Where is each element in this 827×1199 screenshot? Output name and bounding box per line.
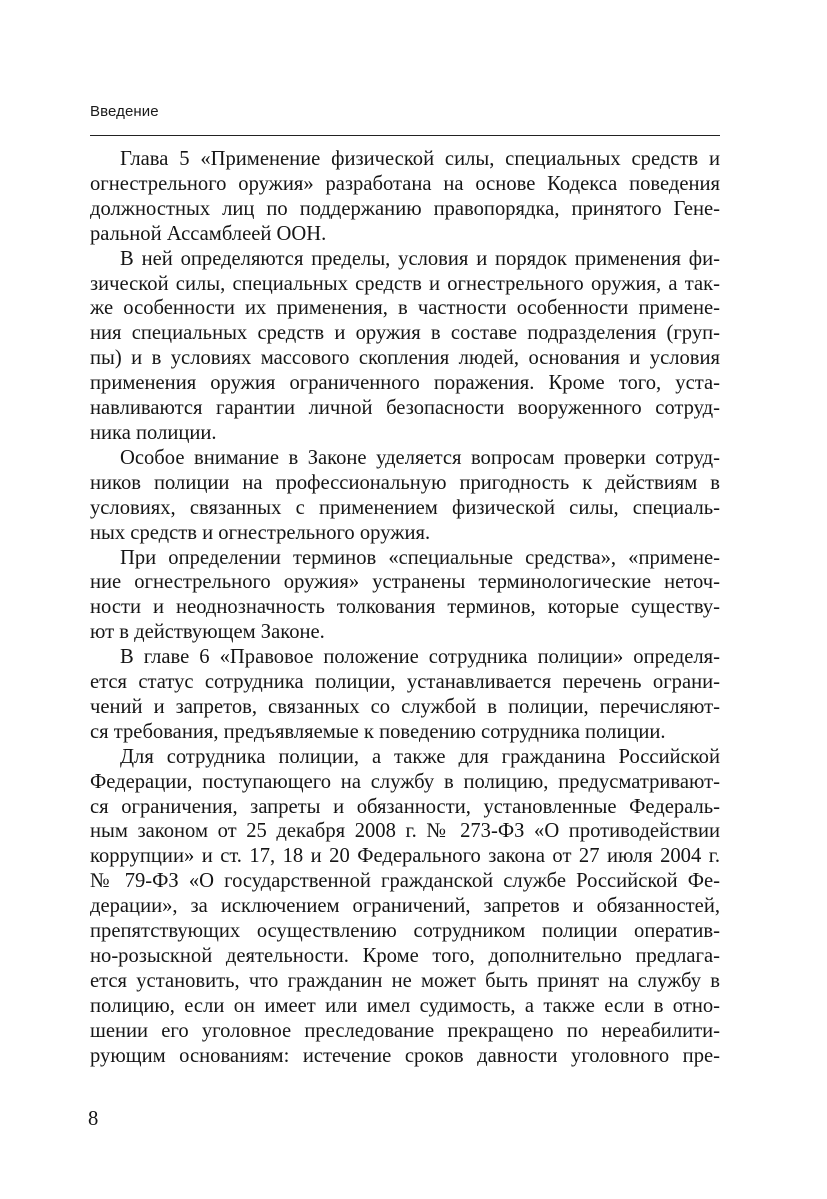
paragraph xyxy=(90,645,720,745)
text-line: № 79-ФЗ «О государственной гражданской службе Российской Фе- xyxy=(90,870,720,893)
text-line: чений и запретов, связанных со службой в полиции, перечисляют- xyxy=(90,695,720,718)
text-line: ника полиции. xyxy=(90,421,217,444)
text-line: рующим основаниям: истечение сроков давности уголовного пре- xyxy=(90,1044,720,1067)
text-line: применения оружия ограниченного поражения. Кроме того, уста- xyxy=(90,372,720,395)
text-line: ральной Ассамблеей ООН. xyxy=(90,222,327,245)
text-line: препятствующих осуществлению сотрудником полиции оператив- xyxy=(90,920,720,943)
text-line: пы) и в условиях массового скопления людей, основания и условия xyxy=(90,347,720,370)
text-line: Особое внимание в Законе уделяется вопросам проверки сотруд- xyxy=(120,446,720,469)
text-line: ников полиции на профессиональную пригодность к действиям в xyxy=(90,471,720,494)
text-line: Глава 5 «Применение физической силы, специальных средств и xyxy=(120,148,720,170)
text-line: ют в действующем Законе. xyxy=(90,621,325,644)
text-line: ется статус сотрудника полиции, устанавливается перечень ограни- xyxy=(90,671,720,694)
text-line: ности и неоднозначность толкования терминов, которые существу- xyxy=(90,596,720,619)
text-line: Для сотрудника полиции, а также для гражданина Российской xyxy=(120,745,720,768)
text-line: коррупции» и ст. 17, 18 и 20 Федерального закона от 27 июля 2004 г. xyxy=(90,845,720,868)
text-line: зической силы, специальных средств и огнестрельного оружия, а так- xyxy=(90,272,720,295)
paragraph xyxy=(90,147,720,247)
text-line: шении его уголовное преследование прекращено по нереабилити- xyxy=(90,1019,720,1042)
paragraph xyxy=(90,546,720,646)
text-line: ным законом от 25 декабря 2008 г. № 273-ФЗ «О противодействии xyxy=(90,820,720,843)
text-line: В главе 6 «Правовое положение сотрудника полиции» определя- xyxy=(120,646,720,669)
text-line: полицию, если он имеет или имел судимость, а также если в отно- xyxy=(90,994,720,1017)
page-number: 8 xyxy=(88,1108,99,1130)
running-header: Введение xyxy=(90,103,159,120)
text-line: ся ограничения, запреты и обязанности, установленные Федераль- xyxy=(90,795,720,818)
paragraph xyxy=(90,446,720,546)
document-body xyxy=(90,147,720,1069)
text-line: Федерации, поступающего на службу в полицию, предусматривают- xyxy=(90,770,720,793)
text-line: ние огнестрельного оружия» устранены терминологические неточ- xyxy=(90,571,720,594)
header-divider xyxy=(90,135,720,136)
text-line: При определении терминов «специальные средства», «примене- xyxy=(120,546,720,569)
text-line: навливаются гарантии личной безопасности вооруженного сотруд- xyxy=(90,397,720,420)
text-line: должностных лиц по поддержанию правопорядка, принятого Гене- xyxy=(90,197,720,220)
text-line: огнестрельного оружия» разработана на основе Кодекса поведения xyxy=(90,172,720,195)
paragraph xyxy=(90,247,720,446)
text-line: В ней определяются пределы, условия и порядок применения фи- xyxy=(120,247,720,270)
text-line: но-розыскной деятельности. Кроме того, дополнительно предлага- xyxy=(90,945,720,967)
text-line: ся требования, предъявляемые к поведению сотрудника полиции. xyxy=(90,720,666,743)
text-line: ния специальных средств и оружия в составе подразделения (груп- xyxy=(90,322,720,345)
text-line: же особенности их применения, в частности особенности примене- xyxy=(90,297,720,320)
text-line: дерации», за исключением ограничений, запретов и обязанностей, xyxy=(90,895,720,918)
text-line: ется установить, что гражданин не может быть принят на службу в xyxy=(90,969,720,992)
text-line: ных средств и огнестрельного оружия. xyxy=(90,521,431,544)
paragraph xyxy=(90,745,720,1069)
text-line: условиях, связанных с применением физической силы, специаль- xyxy=(90,496,720,519)
